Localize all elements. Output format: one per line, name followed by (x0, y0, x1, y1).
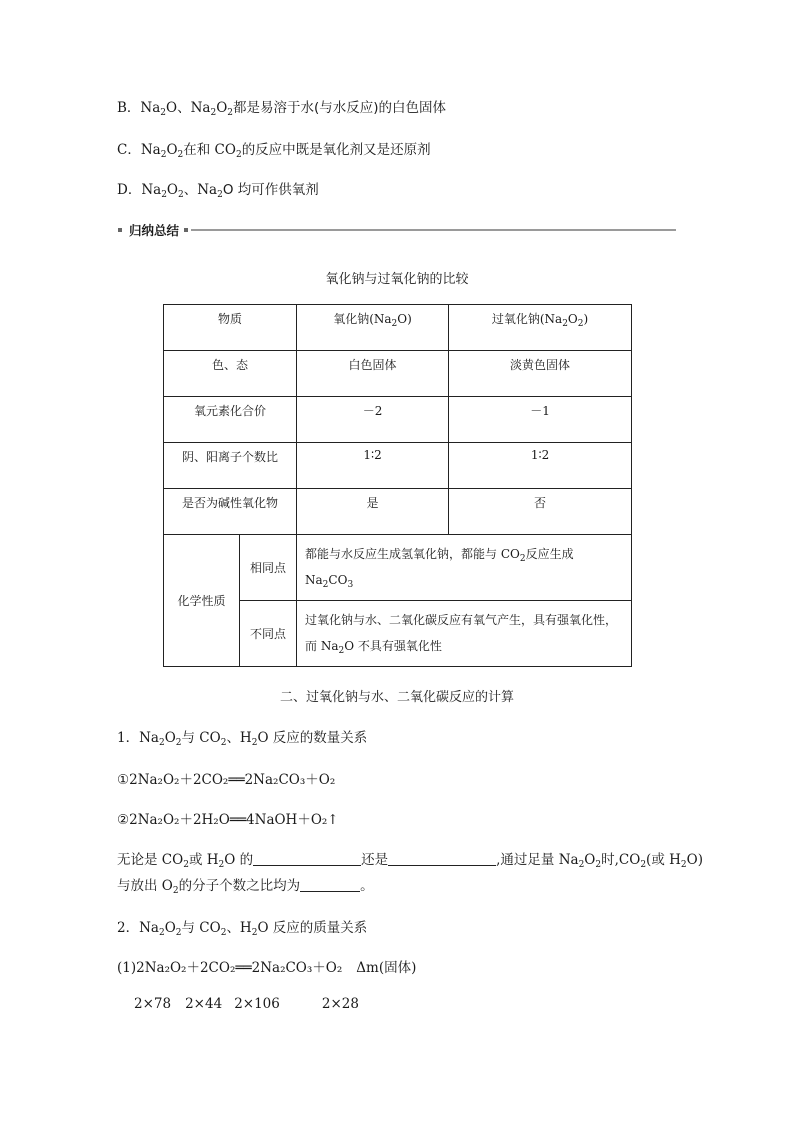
cell-na2o: 白色固体 (297, 351, 449, 397)
table-row (164, 397, 632, 443)
same-text: 都能与水反应生成氢氧化钠，都能与 $CO_2$反应生成 $Na_2CO_3$ (297, 535, 632, 601)
table-row (164, 535, 632, 601)
diff-text: 过氧化钠与水、二氧化碳反应有氧气产生，具有强氧化性，而 $Na_2O$ 不具有强氧化性 (297, 601, 632, 667)
cell-na2o2: 否 (449, 489, 632, 535)
bullet-square-icon (118, 228, 122, 232)
cell-na2o: 是 (297, 489, 449, 535)
fill-blank-line-2: 与放出 $O_2$的分子个数之比均为 。 (117, 878, 374, 896)
same-label: 相同点 (240, 535, 297, 601)
answer-blank[interactable] (253, 851, 361, 866)
cell-na2o2: 1∶2 (449, 443, 632, 489)
cell-na2o: 1∶2 (297, 443, 449, 489)
paragraph-1: 1．$Na_2O_2$与 $CO_2$、$H_2O$ 反应的数量关系 (117, 730, 368, 748)
cell-na2o2: 淡黄色固体 (449, 351, 632, 397)
summary-title: 归纳总结 (129, 223, 180, 238)
divider (191, 229, 676, 231)
comparison-table (163, 304, 632, 667)
equation-2: ②2Na₂O₂＋2H₂O══4NaOH＋O₂↑ (117, 812, 339, 828)
option-c: C．$Na_2O_2$在和 $CO_2$的反应中既是氧化剂又是还原剂 (117, 142, 431, 160)
table-header-row (164, 305, 632, 351)
section-title: 二、过氧化钠与水、二氧化碳反应的计算 (279, 690, 514, 705)
option-d: D．$Na_2O_2$、$Na_2O$ 均可作供氧剂 (117, 182, 319, 200)
equation-3: (1)2Na₂O₂＋2CO₂══2Na₂CO₃＋O₂ Δm(固体) (117, 960, 417, 976)
header-substance: 物质 (164, 305, 297, 351)
cell-na2o: －2 (297, 397, 449, 443)
header-na2o2: 过氧化钠$(Na_2O_2)$ (449, 305, 632, 351)
row-label: 阴、阳离子个数比 (164, 443, 297, 489)
row-label: 氧元素化合价 (164, 397, 297, 443)
table-row (164, 443, 632, 489)
summary-banner (118, 222, 676, 238)
bullet-square-icon (184, 228, 188, 232)
header-na2o: 氧化钠$(Na_2O)$ (297, 305, 449, 351)
answer-blank[interactable] (388, 851, 496, 866)
paragraph-2: 2．$Na_2O_2$与 $CO_2$、$H_2O$ 反应的质量关系 (117, 920, 368, 938)
diff-label: 不同点 (240, 601, 297, 667)
answer-blank[interactable] (300, 877, 360, 892)
table-title: 氧化钠与过氧化钠的比较 (325, 272, 469, 287)
equation-1: ①2Na₂O₂＋2CO₂══2Na₂CO₃＋O₂ (117, 772, 336, 788)
row-label-chemical: 化学性质 (164, 535, 240, 667)
table-row (164, 351, 632, 397)
fill-blank-line-1: 无论是 $CO_2$或 $H_2O$ 的 还是 ,通过足量 $Na_2O_2$时$,CO_2$(或 $H_2O$) (117, 852, 703, 870)
option-b: B．$Na_2O$、$Na_2O_2$都是易溶于水(与水反应)的白色固体 (117, 100, 447, 118)
table-row (164, 489, 632, 535)
equation-4: 2×78 2×44 2×106 2×28 (134, 996, 359, 1012)
cell-na2o2: －1 (449, 397, 632, 443)
row-label: 色、态 (164, 351, 297, 397)
row-label: 是否为碱性氧化物 (164, 489, 297, 535)
